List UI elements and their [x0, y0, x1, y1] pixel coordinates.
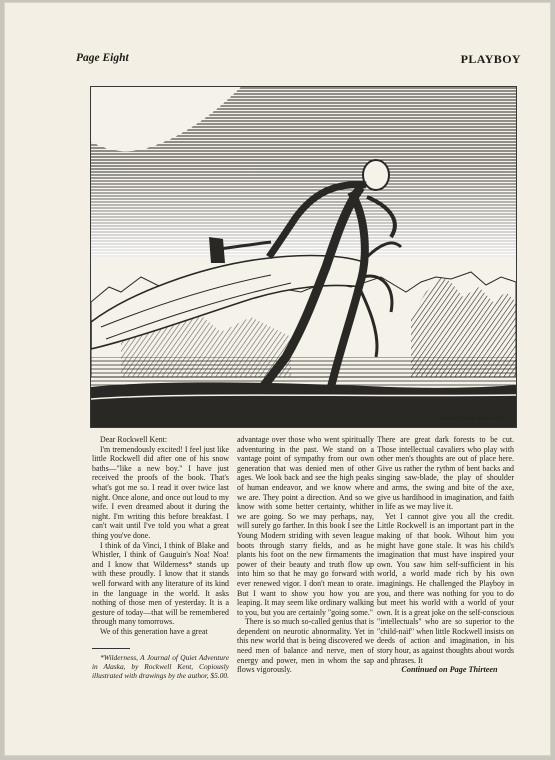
woodcut-illustration	[90, 86, 517, 428]
paragraph: There is so much so-called genius that is dependent on neurotic abnormality. Yet in this new world that is being discovered we need men of balance and nerve, men of energy and power, men in whom the sap flows vigorously.	[237, 617, 374, 675]
paragraph: I'm tremendously excited! I feel just like little Rockwell did after one of his snow baths—"like a new boy." I have just received the proofs of the book. That's what's got me so. I read it over twice last night. Once alone, and once out loud to my wife. I even dreamed about it during the night. I'm writing this before breakfast. I can't wait until I've told you what a great thing you've done.	[92, 444, 229, 540]
article-column-3	[377, 435, 514, 675]
footnote-divider	[92, 648, 130, 649]
article-column-2	[237, 435, 374, 675]
book-footnote: *Wilderness, A Journal of Quiet Adventure in Alaska, by Rockwell Kent, Copiously illustrated with drawings by the author, $5.00.	[92, 653, 229, 681]
magazine-page	[4, 2, 551, 756]
continued-link[interactable]: Continued on Page Thirteen	[401, 665, 498, 675]
paragraph: There are great dark forests to be cut. Those intellectual cavaliers who play with other men's thoughts are out of place here. Give us rather the rythm of bent backs and singing saw-blade, the play of shoulder and arms, the swing and bite of the axe, give us hardihood in imagination, and faith in life as we may live it.	[377, 435, 514, 512]
woodsman-drawing	[91, 87, 516, 427]
paragraph: Yet I cannot give you all the credit. Little Rockwell is an important part in the making of that book. Wihout him you might have gone stale. It was his child's imagination that must have inspired your own. You saw him self-sufficient in his world, a world made rich by his own imaginings. He challenged the Playboy in you, and there was nothing for you to do but meet his world with a world of your own. It is a great joke on the self-conscious "intellectuals" who are so superior to the "child-naif" when little Rockwell insists on deeds of action and imagination, in his story hour, as against thoughts about words and phrases. It	[377, 511, 514, 665]
article-column-1	[92, 435, 229, 680]
artist-signature: ROCKWELL KENT · ALASKA · 1919	[438, 416, 506, 421]
letter-salutation: Dear Rockwell Kent:	[100, 435, 168, 444]
paragraph: We of this generation have a great	[100, 626, 208, 636]
page-number: Page Eight	[76, 52, 129, 64]
magazine-title: PLAYBOY	[460, 52, 521, 66]
paragraph: I think of da Vinci, I think of Blake and Whistler, I think of Gauguin's Noa! Noa! and I know that Wilderness* stands up with these proudly. I know that it stands well forward with any literature of its kind in the language in the world. It asks nothing of those men of yesterday. It is a gesture of today—that will be remembered through many tomorrows.	[92, 540, 229, 627]
paragraph: advantage over those who went spiritually adventuring in the past. We stand on a vantage point of sympathy from our own generation that was denied men of other ages. We look back and see the high peaks of human endeavor, and we know where we are. They point a direction. And so we know with some better certainty, whither we are going. So we may perhaps, nay, will surely go farther. In this book I see the Young Modern striding with seven league boots through starry fields, and as he plants his foot on the new firmaments the power of their beauty and truth flow up into him so that he may go forward with ever renewed vigor. I don't mean to orate. But I want to show you how you are leaping. It may seem like ordinary walking to you, but you are certainly "going some."	[237, 435, 374, 617]
